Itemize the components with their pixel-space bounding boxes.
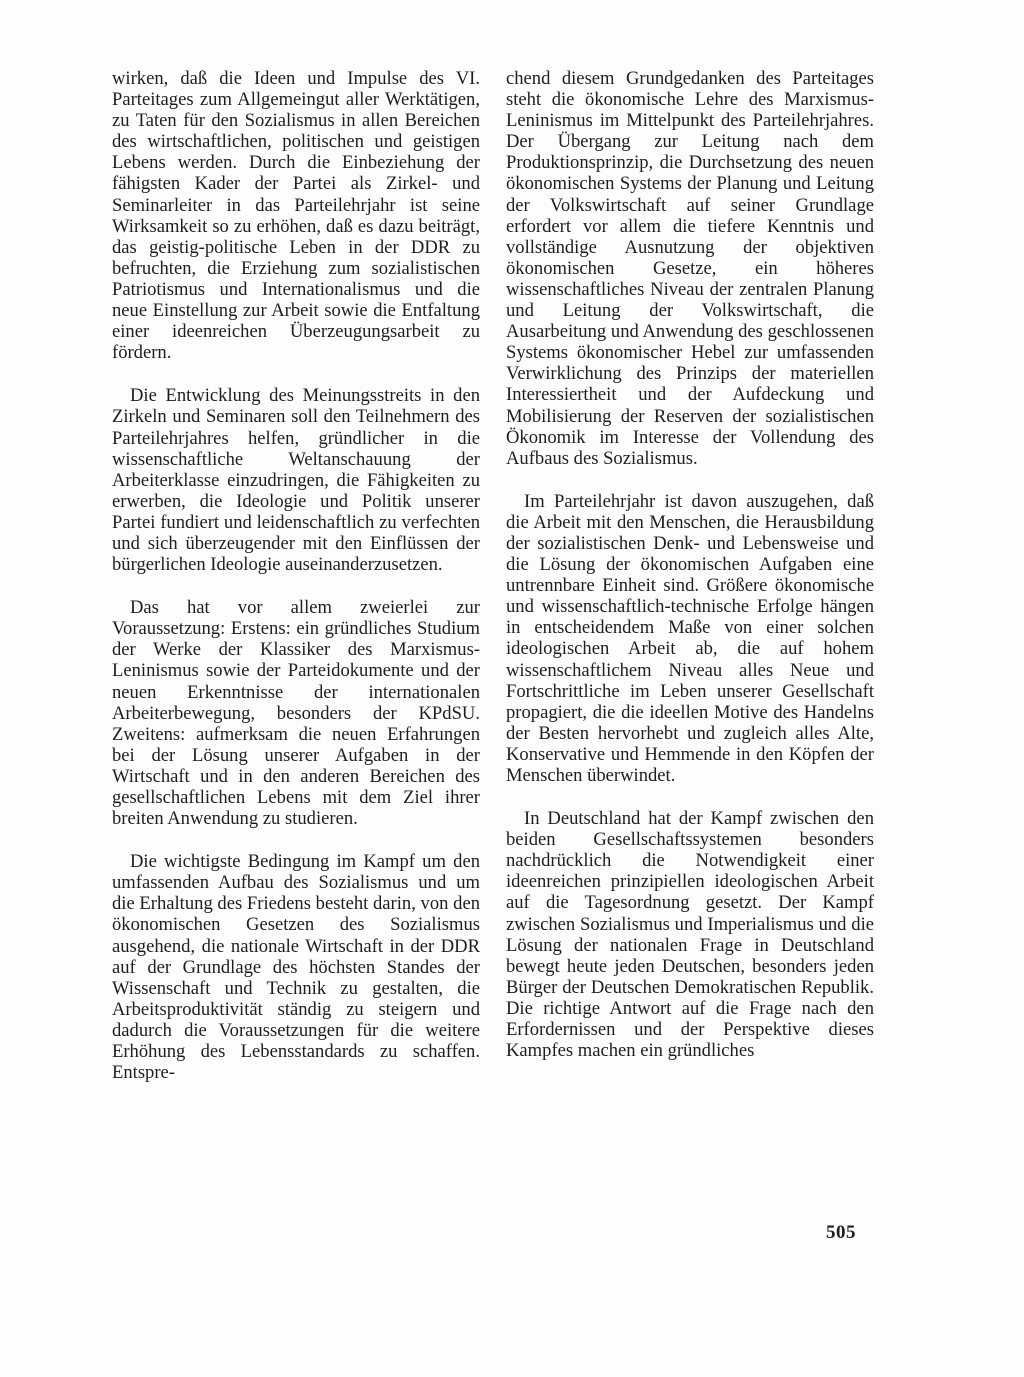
page-number: 505 <box>826 1222 856 1243</box>
right-column <box>506 68 874 1061</box>
paragraph: chend diesem Grundgedanken des Parteitages steht die ökonomische Lehre des Marxismus-Leninismus im Mittelpunkt des Parteilehrjahres. Der Übergang zur Leitung nach dem Produktionsprinzip, die Durchsetzung des neuen ökonomischen Systems der Planung und Leitung der Volkswirtschaft auf seiner Grundlage erfordert vor allem die tiefere Kenntnis und vollständige Ausnutzung der objektiven ökonomischen Gesetze, ein höheres wissenschaftliches Niveau der zentralen Planung und Leitung der Volkswirtschaft, die Ausarbeitung und Anwendung des geschlossenen Systems ökonomischer Hebel zur umfassenden Verwirklichung des Prinzips der materiellen Interessiertheit und der Aufdeckung und Mobilisierung der Reserven der sozialistischen Ökonomik im Interesse der Vollendung des Aufbaus des Sozialismus. <box>506 68 874 469</box>
paragraph: In Deutschland hat der Kampf zwischen den beiden Gesellschaftssystemen besonders nachdrücklich die Notwendigkeit einer ideenreichen prinzipiellen ideologischen Arbeit auf die Tagesordnung gesetzt. Der Kampf zwischen Sozialismus und Imperialismus und die Lösung der nationalen Frage in Deutschland bewegt heute jeden Deutschen, besonders jeden Bürger der Deutschen Demokratischen Republik. Die richtige Antwort auf die Frage nach den Erfordernissen und der Perspektive dieses Kampfes machen ein gründliches <box>506 808 874 1062</box>
paragraph: Im Parteilehrjahr ist davon auszugehen, daß die Arbeit mit den Menschen, die Herausbildung der sozialistischen Denk- und Lebensweise und die Lösung der ökonomischen Aufgaben eine untrennbare Einheit sind. Größere ökonomische und wissenschaftlich-technische Erfolge hängen in entscheidendem Maße von einer solchen ideologischen Arbeit ab, die auf hohem wissenschaftlichem Niveau alles Neue und Fortschrittliche im Leben unserer Gesellschaft propagiert, die die ideellen Motive des Handelns der Besten hervorhebt und zugleich alles Alte, Konservative und Hemmende in den Köpfen der Menschen überwindet. <box>506 490 874 786</box>
paragraph: Die Entwicklung des Meinungsstreits in den Zirkeln und Seminaren soll den Teilnehmern des Parteilehrjahres helfen, gründlicher in die wissenschaftliche Weltanschauung der Arbeiterklasse einzudringen, die Fähigkeiten zu erwerben, die Ideologie und Politik unserer Partei fundiert und leidenschaftlich zu verfechten und sich überzeugender mit den Einflüssen der bürgerlichen Ideologie auseinanderzusetzen. <box>112 385 480 576</box>
left-column <box>112 68 480 1083</box>
paragraph: Das hat vor allem zweierlei zur Voraussetzung: Erstens: ein gründliches Studium der Werke der Klassiker des Marxismus-Leninismus sowie der Parteidokumente und der neuen Erkenntnisse der internationalen Arbeiterbewegung, besonders der KPdSU. Zweitens: aufmerksam die neuen Erfahrungen bei der Lösung unserer Aufgaben in der Wirtschaft und in den anderen Bereichen des gesellschaftlichen Lebens mit dem Ziel ihrer breiten Anwendung zu studieren. <box>112 597 480 830</box>
paragraph: Die wichtigste Bedingung im Kampf um den umfassenden Aufbau des Sozialismus und um die Erhaltung des Friedens besteht darin, von den ökonomischen Gesetzen des Sozialismus ausgehend, die nationale Wirtschaft in der DDR auf der Grundlage des höchsten Standes der Wissenschaft und Technik zu gestalten, die Arbeitsproduktivität ständig zu steigern und dadurch die Voraussetzungen für die weitere Erhöhung des Lebensstandards zu schaffen. Entspre- <box>112 851 480 1084</box>
paragraph: wirken, daß die Ideen und Impulse des VI. Parteitages zum Allgemeingut aller Werktätigen, zu Taten für den Sozialismus in allen Bereichen des wirtschaftlichen, politischen und geistigen Lebens werden. Durch die Einbeziehung der fähigsten Kader der Partei als Zirkel- und Seminarleiter in das Parteilehrjahr ist seine Wirksamkeit so zu erhöhen, daß es dazu beiträgt, das geistig-politische Leben in der DDR zu befruchten, die Erziehung zum sozialistischen Patriotismus und Internationalismus und die neue Einstellung zur Arbeit sowie die Entfaltung einer ideenreichen Überzeugungsarbeit zu fördern. <box>112 68 480 364</box>
